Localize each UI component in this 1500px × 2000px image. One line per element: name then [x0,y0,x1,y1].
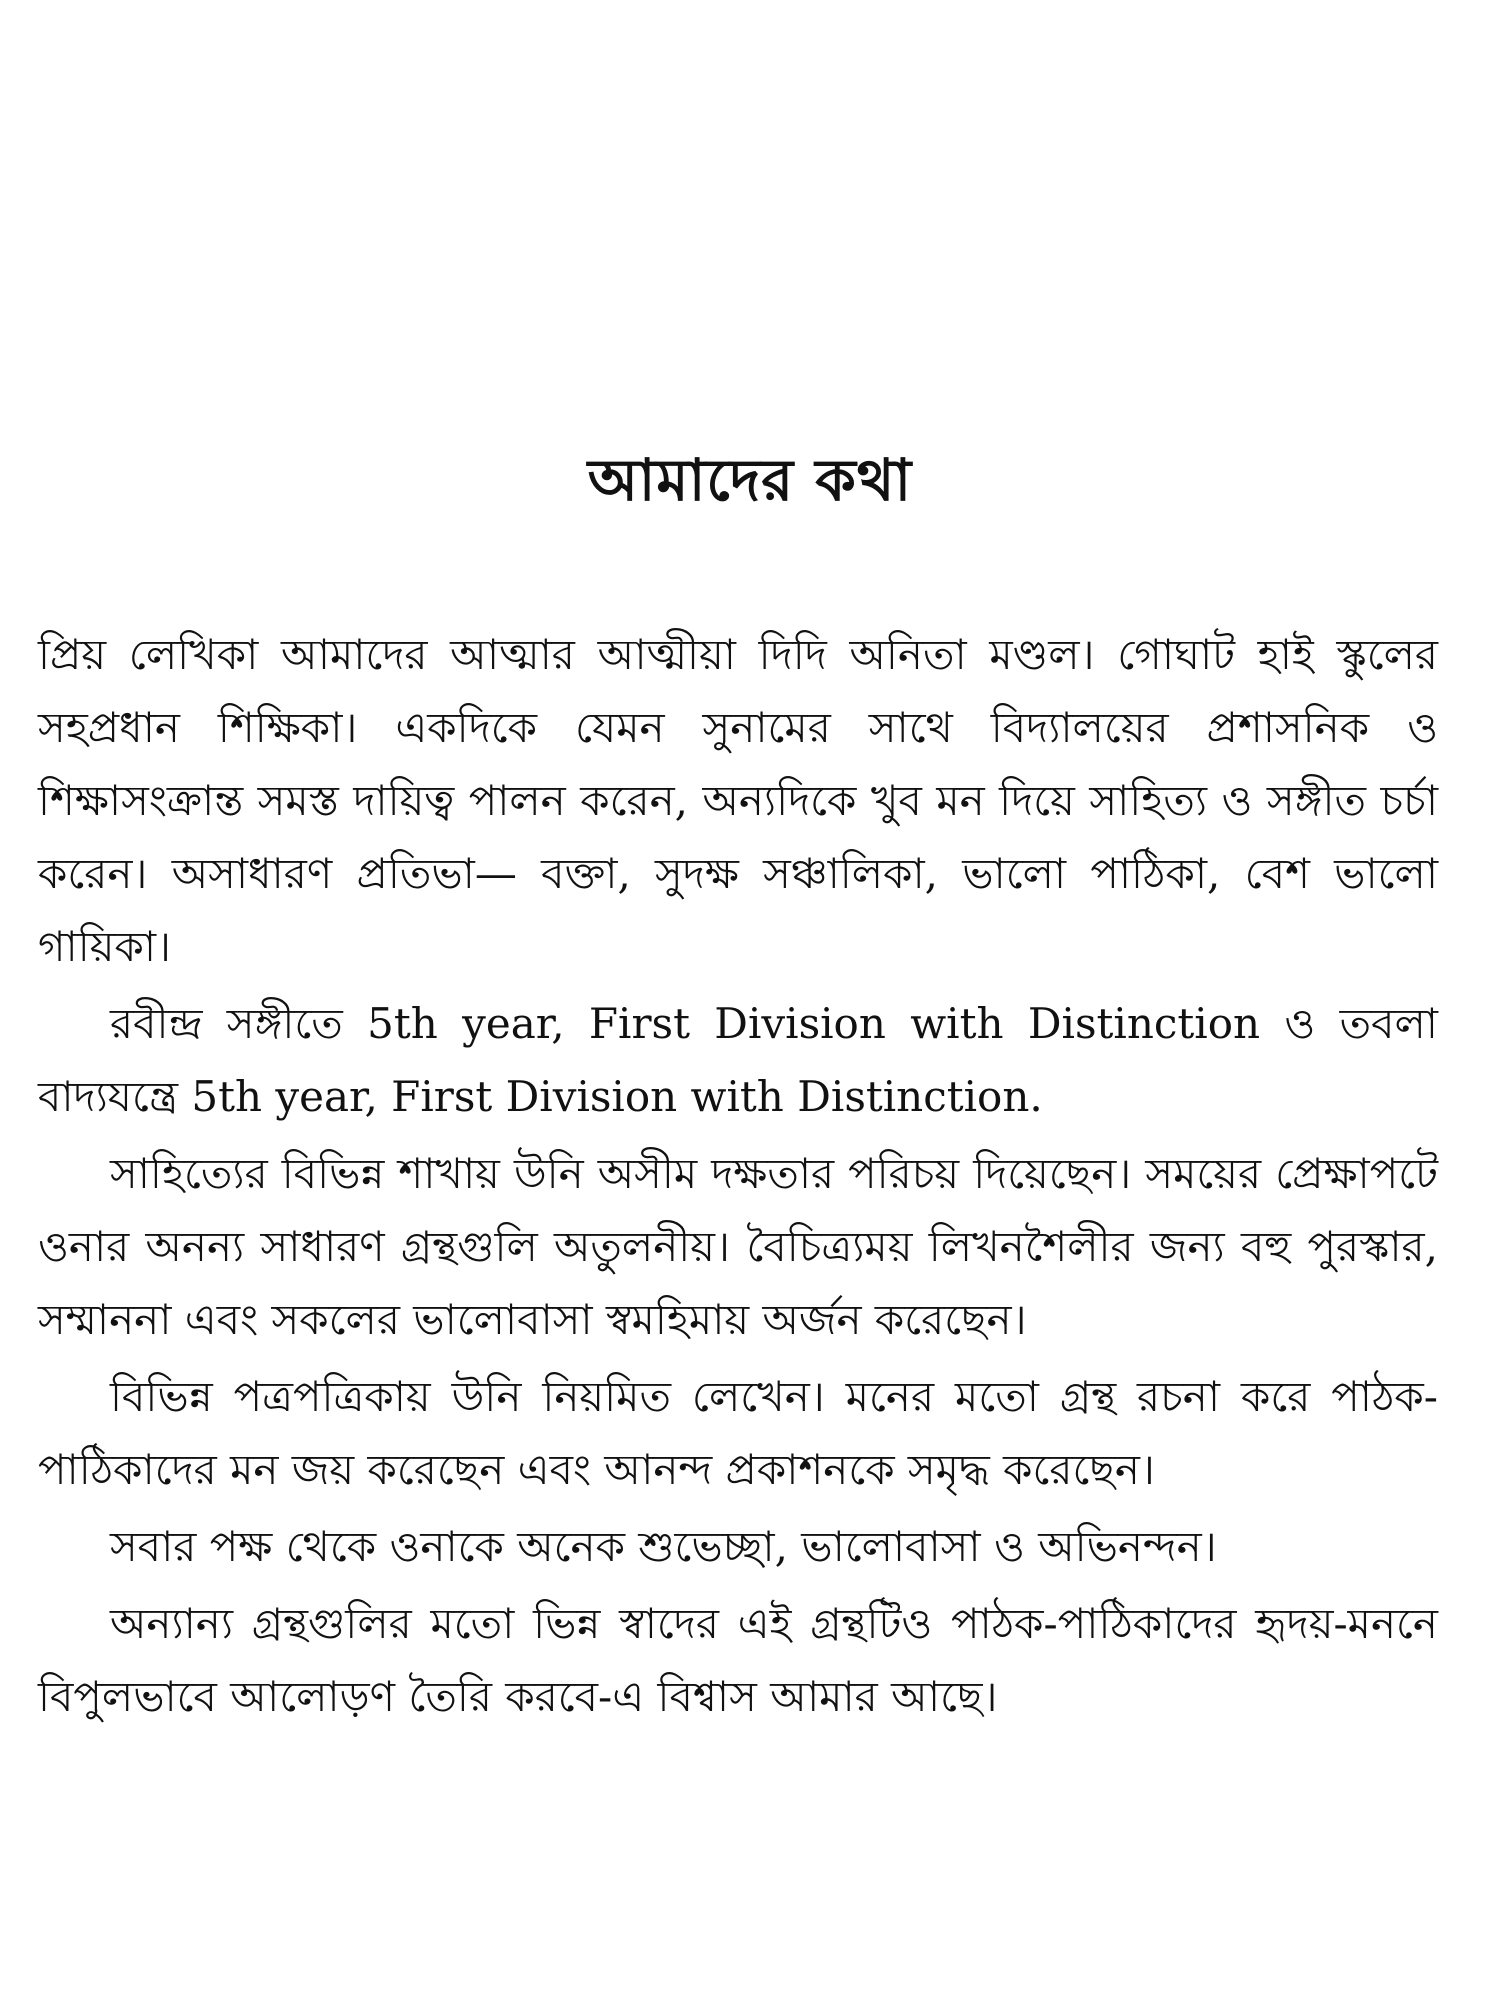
paragraph-closing-belief: অন্যান্য গ্রন্থগুলির মতো ভিন্ন স্বাদের এই গ্রন্থটিও পাঠক-পাঠিকাদের হৃদয়-মননে বিপুলভাবে আলোড়ণ তৈরি করবে-এ বিশ্বাস আমার আছে। [38,1599,1438,1721]
paragraph-author-intro: প্রিয় লেখিকা আমাদের আত্মার আত্মীয়া দিদি অনিতা মণ্ডল। গোঘাট হাই স্কুলের সহপ্রধান শিক্ষিকা। একদিকে যেমন সুনামের সাথে বিদ্যালয়ের প্রশাসনিক ও শিক্ষাসংক্রান্ত সমস্ত দায়িত্ব পালন করেন, অন্যদিকে খুব মন দিয়ে সাহিত্য ও সঙ্গীত চর্চা করেন। অসাধারণ প্রতিভা— বক্তা, সুদক্ষ সঞ্চালিকা, ভালো পাঠিকা, বেশ ভালো গায়িকা। [38,630,1438,971]
paragraph-best-wishes: সবার পক্ষ থেকে ওনাকে অনেক শুভেচ্ছা, ভালোবাসা ও অভিনন্দন। [110,1522,1217,1571]
paragraph-music-qualification: রবীন্দ্র সঙ্গীতে 5th year, First Division with Distinction ও তবলা বাদ্যযন্ত্রে 5th year, First Division with Distinction. [38,999,1438,1121]
paragraph-regular-writing: বিভিন্ন পত্রপত্রিকায় উনি নিয়মিত লেখেন। মনের মতো গ্রন্থ রচনা করে পাঠক-পাঠিকাদের মন জয় করেছেন এবং আনন্দ প্রকাশনকে সমৃদ্ধ করেছেন। [38,1372,1438,1494]
paragraph-literary-achievements: সাহিত্যের বিভিন্ন শাখায় উনি অসীম দক্ষতার পরিচয় দিয়েছেন। সময়ের প্রেক্ষাপটে ওনার অনন্য সাধারণ গ্রন্থগুলি অতুলনীয়। বৈচিত্র্যময় লিখনশৈলীর জন্য বহু পুরস্কার, সম্মাননা এবং সকলের ভালোবাসা স্বমহিমায় অর্জন করেছেন। [38,1149,1438,1344]
body-text [38,618,1438,1733]
page-title: আমাদের কথা [587,446,913,514]
